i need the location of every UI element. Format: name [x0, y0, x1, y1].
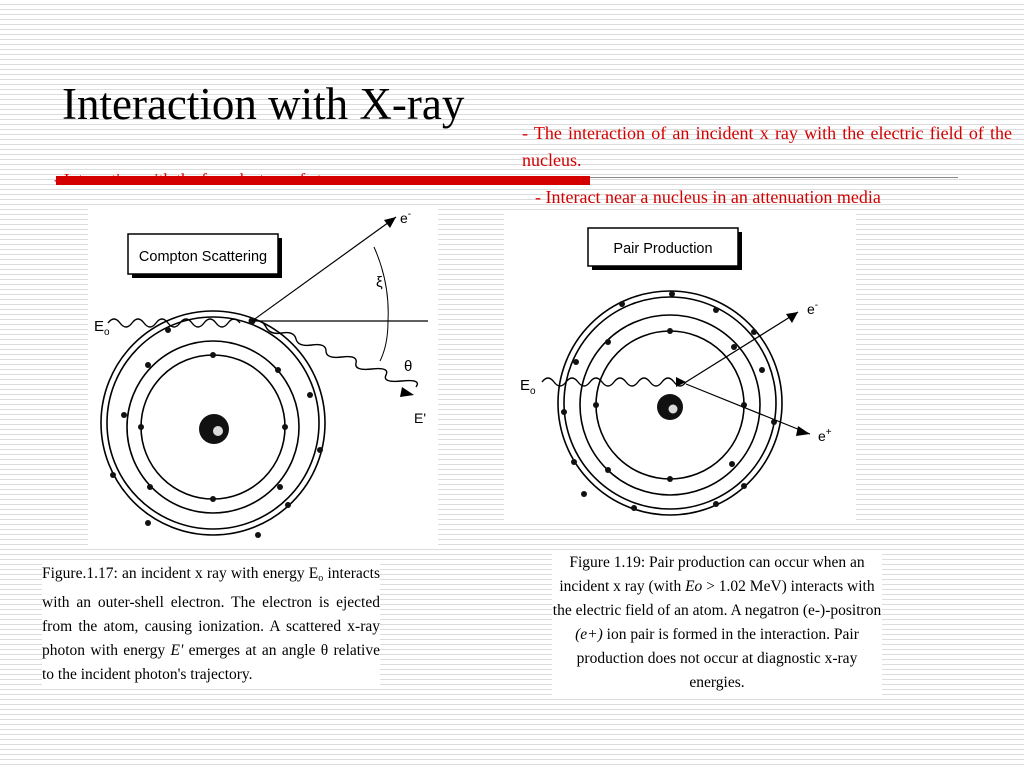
- xi-label: ξ: [376, 274, 383, 291]
- bullet-pair-production-2: - Interact near a nucleus in an attenuation media: [535, 187, 881, 207]
- bullet-compton: - Interaction with the free electron of atom: [54, 170, 344, 189]
- compton-caption: [42, 562, 380, 687]
- eo-label: $E_o$: [94, 318, 110, 338]
- electron-label: e-: [400, 209, 412, 226]
- theta-label: θ: [404, 358, 413, 375]
- compton-label-text: Compton Scattering: [138, 249, 268, 265]
- positron-path: [686, 384, 810, 434]
- theta-arc: [380, 321, 388, 361]
- incident-photon-wave: [108, 319, 240, 327]
- caption-italic: (e+): [575, 626, 603, 643]
- scattered-photon-arrow: [400, 387, 414, 397]
- electron-label: e-: [807, 300, 819, 317]
- eprime-label: E': [414, 410, 427, 426]
- caption-italic: Eo: [685, 578, 703, 595]
- title-underline-rule: [590, 177, 958, 178]
- compton-scattering-figure: [88, 205, 438, 547]
- caption-text: Figure.1.17: an incident x ray with energy E: [42, 565, 319, 582]
- caption-text: > 1.02 MeV) interacts with the electric field of an atom. A negatron (e-)-positron: [552, 578, 882, 619]
- caption-text: Figure 1.19: Pair production can occur when an incident x ray (with: [559, 554, 865, 595]
- pair-production-caption: [552, 551, 882, 695]
- electron-arrow: [786, 312, 798, 323]
- incident-photon-wave: [542, 378, 686, 386]
- ejected-electron-arrow: [384, 217, 396, 228]
- pair-production-figure: [504, 212, 856, 524]
- eo-label: $E_o$: [520, 377, 536, 397]
- positron-arrow: [796, 426, 810, 436]
- caption-text: emerges at an angle θ relative to the incident photon's trajectory.: [42, 642, 380, 683]
- slide-title: Interaction with X-ray: [62, 79, 465, 129]
- caption-text: interacts with an outer-shell electron. The electron is ejected from the atom, causing ionization. A scattered x-ray photon with energy: [42, 565, 380, 659]
- pair-label-text: Pair Production: [613, 241, 713, 257]
- caption-italic: E': [170, 642, 184, 659]
- positron-label: e+: [818, 427, 832, 444]
- nucleus-highlight: [213, 426, 223, 436]
- electron-path: [686, 312, 798, 382]
- nucleus-highlight: [669, 405, 678, 414]
- bullet-pair-production-1: - The interaction of an incident x ray with the electric field of the nucleus.: [522, 123, 1012, 170]
- caption-text: ion pair is formed in the interaction. Pair production does not occur at diagnostic x-ray energies.: [576, 626, 859, 691]
- caption-subscript: o: [318, 573, 324, 584]
